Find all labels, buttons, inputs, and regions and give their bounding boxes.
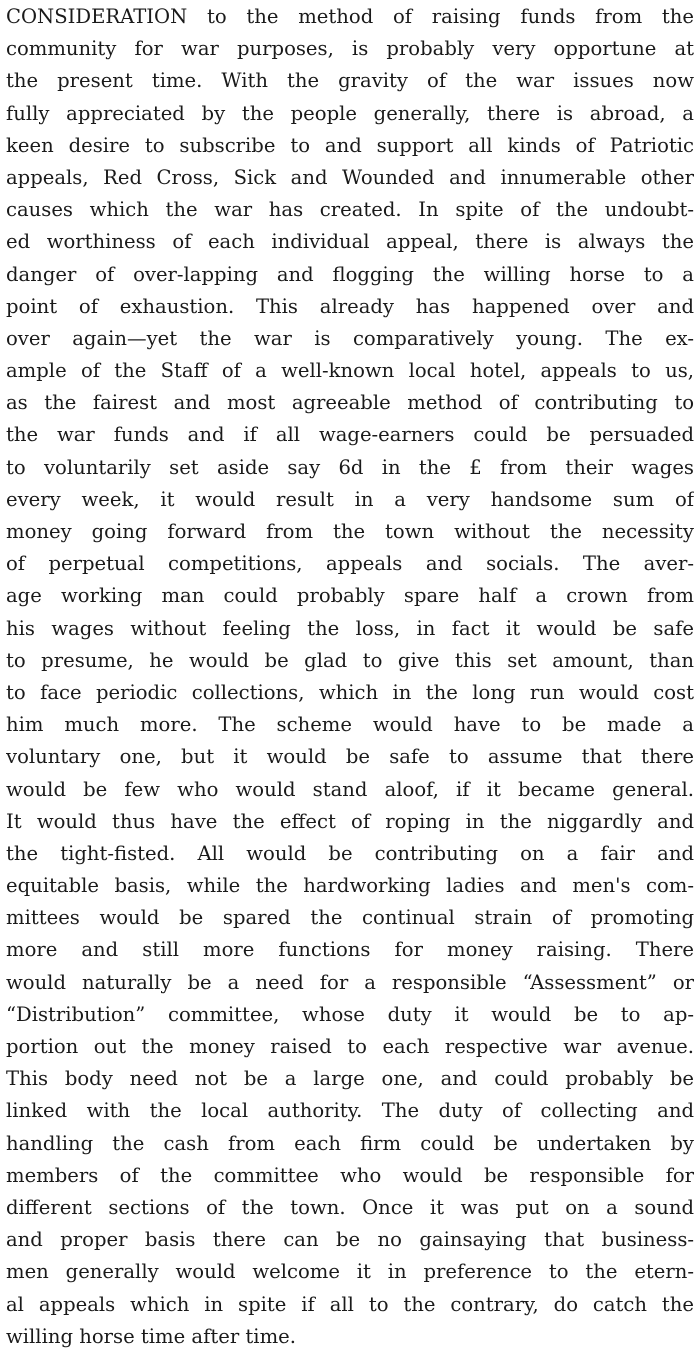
text-line: members of the committee who would be responsible for (6, 1163, 694, 1187)
text-line: point of exhaustion. This already has happened over and (6, 294, 694, 318)
text-line: keen desire to subscribe to and support all kinds of Patriotic (6, 133, 694, 157)
text-line: equitable basis, while the hardworking ladies and men's com- (6, 874, 694, 898)
text-line: It would thus have the effect of roping in the niggardly and (6, 809, 694, 833)
text-line: men generally would welcome it in preference to the etern- (6, 1260, 694, 1284)
text-line: the tight-fisted. All would be contributing on a fair and (6, 841, 694, 865)
text-line: ample of the Staff of a well-known local hotel, appeals to us, (6, 359, 694, 383)
text-line: to presume, he would be glad to give this set amount, than (6, 648, 694, 672)
text-line: fully appreciated by the people generally, there is abroad, a (6, 101, 694, 125)
text-line: him much more. The scheme would have to be made a (6, 713, 694, 737)
text-line: ed worthiness of each individual appeal, there is always the (6, 230, 694, 254)
text-line: over again—yet the war is comparatively young. The ex- (6, 326, 694, 350)
text-line: danger of over-lapping and flogging the willing horse to a (6, 262, 694, 286)
text-line: more and still more functions for money raising. There (6, 938, 694, 962)
text-line: different sections of the town. Once it was put on a sound (6, 1195, 694, 1219)
text-line: handling the cash from each firm could be undertaken by (6, 1131, 694, 1155)
text-line: every week, it would result in a very handsome sum of (6, 487, 694, 511)
text-line: linked with the local authority. The duty of collecting and (6, 1099, 694, 1123)
text-line: portion out the money raised to each respective war avenue. (6, 1035, 694, 1058)
text-line-final: willing horse time after time. (6, 1324, 296, 1348)
text-line: as the fairest and most agreeable method of contributing to (6, 391, 694, 415)
text-line: of perpetual competitions, appeals and socials. The aver- (6, 552, 694, 576)
text-line: appeals, Red Cross, Sick and Wounded and innumerable other (6, 165, 694, 189)
text-line: his wages without feeling the loss, in fact it would be safe (6, 616, 694, 640)
text-line: age working man could probably spare half a crown from (6, 584, 694, 608)
text-line: CONSIDERATION to the method of raising funds from the (6, 5, 694, 28)
text-line: the present time. With the gravity of the war issues now (6, 69, 694, 93)
text-line: al appeals which in spite if all to the contrary, do catch the (6, 1292, 694, 1316)
text-line: would naturally be a need for a responsible “Assessment” or (6, 970, 694, 994)
text-line: “Distribution” committee, whose duty it would be to ap- (6, 1002, 694, 1026)
text-line: the war funds and if all wage-earners could be persuaded (6, 423, 694, 447)
text-line: community for war purposes, is probably very opportune at (6, 37, 694, 61)
text-line: voluntary one, but it would be safe to assume that there (6, 745, 694, 769)
text-line: would be few who would stand aloof, if it became general. (6, 777, 694, 801)
text-line: mittees would be spared the continual strain of promoting (6, 906, 694, 930)
text-line: to face periodic collections, which in the long run would cost (6, 680, 694, 704)
text-line: to voluntarily set aside say 6d in the £ from their wages (6, 455, 694, 479)
text-line: money going forward from the town without the necessity (6, 520, 694, 543)
text-line: and proper basis there can be no gainsaying that business- (6, 1228, 694, 1252)
text-line: This body need not be a large one, and could probably be (6, 1067, 694, 1091)
text-line: causes which the war has created. In spite of the undoubt- (6, 198, 694, 222)
